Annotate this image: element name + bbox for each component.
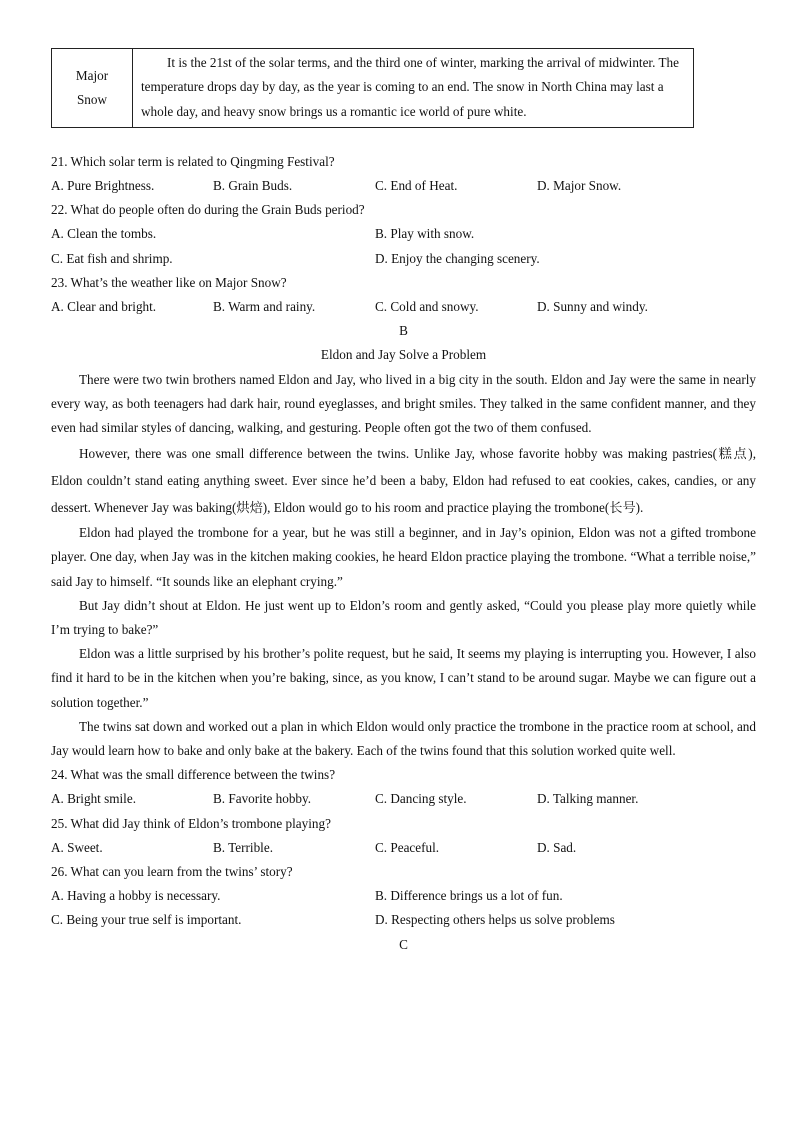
option-25-c: C. Peaceful. <box>375 839 440 855</box>
option-22-a: A. Clean the tombs. <box>51 226 157 242</box>
options-22-row-1 <box>51 222 756 246</box>
question-22: 22. What do people often do during the Grain Buds period? <box>51 202 365 218</box>
question-23: 23. What’s the weather like on Major Snow? <box>51 274 287 290</box>
passage-paragraph-5: Eldon was a little surprised by his brother’s polite request, but he said, It seems my playing is interrupting you. However, I also find it hard to be in the kitchen when you’re baking, since, as you know, I can’t stand to be around sugar. Maybe we can figure out a solution together.” <box>51 646 756 710</box>
options-22-row-2 <box>51 247 756 271</box>
option-21-a: A. Pure Brightness. <box>51 178 155 194</box>
passage-paragraph-4: But Jay didn’t shout at Eldon. He just went up to Eldon’s room and gently asked, “Could you please play more quietly while I’m trying to bake?” <box>51 597 756 637</box>
option-24-a: A. Bright smile. <box>51 791 136 807</box>
option-23-c: C. Cold and snowy. <box>375 299 479 315</box>
option-23-b: B. Warm and rainy. <box>213 299 316 315</box>
question-25: 25. What did Jay think of Eldon’s trombone playing? <box>51 815 331 831</box>
option-25-b: B. Terrible. <box>213 839 273 855</box>
passage-title: Eldon and Jay Solve a Problem <box>320 347 487 363</box>
option-22-c: C. Eat fish and shrimp. <box>51 250 173 266</box>
solar-term-table <box>51 48 694 128</box>
term-name-line-1: Major <box>75 67 109 83</box>
option-26-c: C. Being your true self is important. <box>51 912 242 928</box>
term-name-cell <box>52 49 133 128</box>
question-24: 24. What was the small difference between the twins? <box>51 767 336 783</box>
option-24-d: D. Talking manner. <box>537 791 639 807</box>
section-b-letter: B <box>399 323 408 339</box>
option-21-d: D. Major Snow. <box>537 178 622 194</box>
table-row <box>52 49 694 128</box>
passage-paragraph-6: The twins sat down and worked out a plan in which Eldon would only practice the trombone in the practice room at school, and Jay would learn how to bake and only bake at the bakery. Each of the twins found that this solution worked quite well. <box>51 718 756 759</box>
option-21-c: C. End of Heat. <box>375 178 458 194</box>
question-26: 26. What can you learn from the twins’ story? <box>51 863 293 879</box>
passage-paragraph-3: Eldon had played the trombone for a year, but he was still a beginner, and in Jay’s opinion, Eldon was not a gifted trombone player. One day, when Jay was in the kitchen making cookies, he heard Eldon practice playing the trombone. “What a terrible noise,” said Jay to himself. “It sounds like an elephant crying.” <box>51 525 756 589</box>
exam-page <box>51 48 756 957</box>
options-25 <box>51 836 756 860</box>
options-24 <box>51 787 756 811</box>
term-description-cell: It is the 21st of the solar terms, and the third one of winter, marking the arrival of midwinter. The temperature drops day by day, as the year is coming to an end. The snow in North China may last a whole day, and heavy snow brings us a romantic ice world of pure white. <box>133 49 694 128</box>
option-24-c: C. Dancing style. <box>375 791 467 807</box>
option-26-b: B. Difference brings us a lot of fun. <box>375 888 563 904</box>
option-21-b: B. Grain Buds. <box>213 178 293 194</box>
option-22-b: B. Play with snow. <box>375 226 475 242</box>
options-26-row-2 <box>51 908 756 932</box>
option-23-d: D. Sunny and windy. <box>537 299 648 315</box>
question-21: 21. Which solar term is related to Qingming Festival? <box>51 153 335 169</box>
passage-paragraph-1: There were two twin brothers named Eldon and Jay, who lived in a big city in the south. Eldon and Jay were the same in nearly every way, as both teenagers had dark hair, round eyeglasses, and bright smiles. They talked in the same confident manner, and they even had similar styles of dancing, walking, and gesturing. People often got the two of them confused. <box>51 371 756 435</box>
option-25-d: D. Sad. <box>537 839 577 855</box>
passage-paragraph-2: However, there was one small difference between the twins. Unlike Jay, whose favorite hobby was making pastries(糕点), Eldon couldn’t stand eating anything sweet. Ever since he’d been a baby, Eldon had refused to eat cookies, cakes, candies, or any dessert. Whenever Jay was baking(烘焙), Eldon would go to his room and practice playing the trombone(长号). <box>51 446 756 516</box>
options-21 <box>51 174 756 198</box>
option-25-a: A. Sweet. <box>51 839 103 855</box>
option-23-a: A. Clear and bright. <box>51 299 157 315</box>
option-26-a: A. Having a hobby is necessary. <box>51 888 221 904</box>
term-name-line-2: Snow <box>76 91 108 107</box>
options-26-row-1 <box>51 884 756 908</box>
section-c-letter: C <box>399 936 408 952</box>
option-26-d: D. Respecting others helps us solve problems <box>375 912 615 928</box>
option-24-b: B. Favorite hobby. <box>213 791 312 807</box>
option-22-d: D. Enjoy the changing scenery. <box>375 250 540 266</box>
options-23 <box>51 295 756 319</box>
